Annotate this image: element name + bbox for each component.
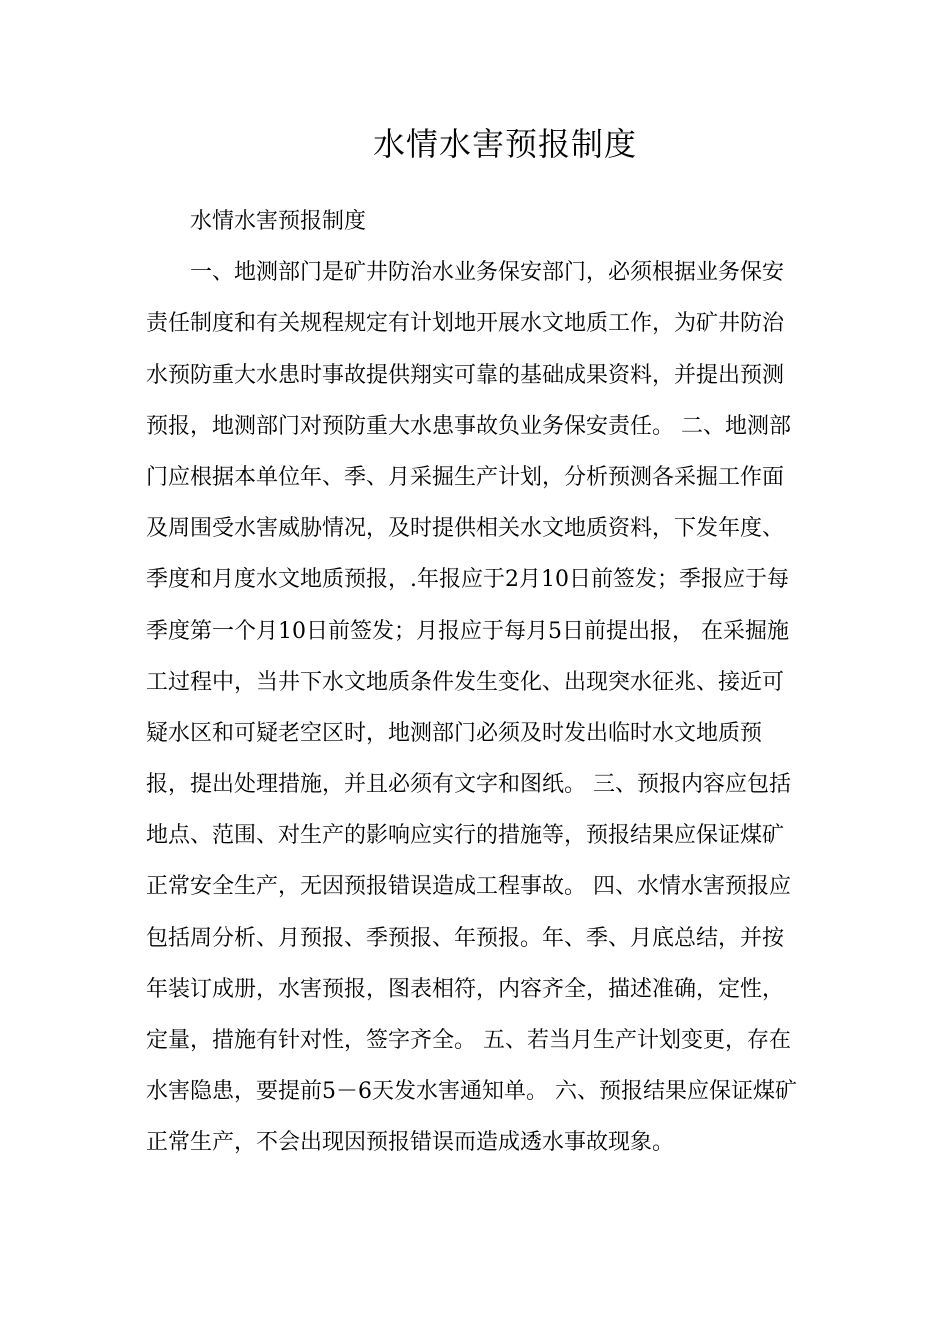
paragraph-line: 地点、范围、对生产的影响应实行的措施等，预报结果应保证煤矿 — [146, 823, 785, 849]
paragraph-line: 水预防重大水患时事故提供翔实可靠的基础成果资料，并提出预测 — [146, 362, 785, 388]
paragraph-line: 门应根据本单位年、季、月采掘生产计划，分析预测各采掘工作面 — [146, 464, 785, 490]
paragraph-line: 工过程中，当井下水文地质条件发生变化、出现突水征兆、接近可 — [146, 669, 785, 695]
paragraph-line: 疑水区和可疑老空区时，地测部门必须及时发出临时水文地质预 — [146, 720, 763, 746]
document-title: 水情水害预报制度 — [372, 125, 637, 163]
paragraph-line: 一、地测部门是矿井防治水业务保安部门，必须根据业务保安 — [190, 260, 785, 286]
paragraph-line: 责任制度和有关规程规定有计划地开展水文地质工作，为矿井防治 — [146, 311, 785, 337]
paragraph-line: 水情水害预报制度 — [190, 209, 367, 234]
paragraph-line: 水害隐患，要提前5－6天发水害通知单。 六、预报结果应保证煤矿 — [146, 1079, 797, 1105]
paragraph-line: 报，提出处理措施，并且必须有文字和图纸。 三、预报内容应包括 — [146, 772, 791, 798]
paragraph-line: 预报，地测部门对预防重大水患事故负业务保安责任。 二、地测部 — [146, 413, 791, 439]
paragraph-line: 定量，措施有针对性，签字齐全。 五、若当月生产计划变更，存在 — [146, 1028, 791, 1053]
paragraph-line: 及周围受水害威胁情况，及时提供相关水文地质资料，下发年度、 — [146, 516, 785, 542]
paragraph-line: 年装订成册，水害预报，图表相符，内容齐全，描述准确，定性， — [146, 976, 785, 1002]
paragraph-line: 正常安全生产，无因预报错误造成工程事故。 四、水情水害预报应 — [146, 874, 791, 900]
document-body — [146, 196, 806, 1169]
paragraph-line: 正常生产，不会出现因预报错误而造成透水事故现象。 — [146, 1130, 675, 1156]
paragraph-line: 季度和月度水文地质预报，.年报应于2月10日前签发；季报应于每 — [146, 567, 789, 593]
paragraph-line: 季度第一个月10日前签发；月报应于每月5日前提出报， 在采掘施 — [146, 618, 789, 644]
paragraph-line: 包括周分析、月预报、季预报、年预报。年、季、月底总结，并按 — [146, 925, 785, 951]
